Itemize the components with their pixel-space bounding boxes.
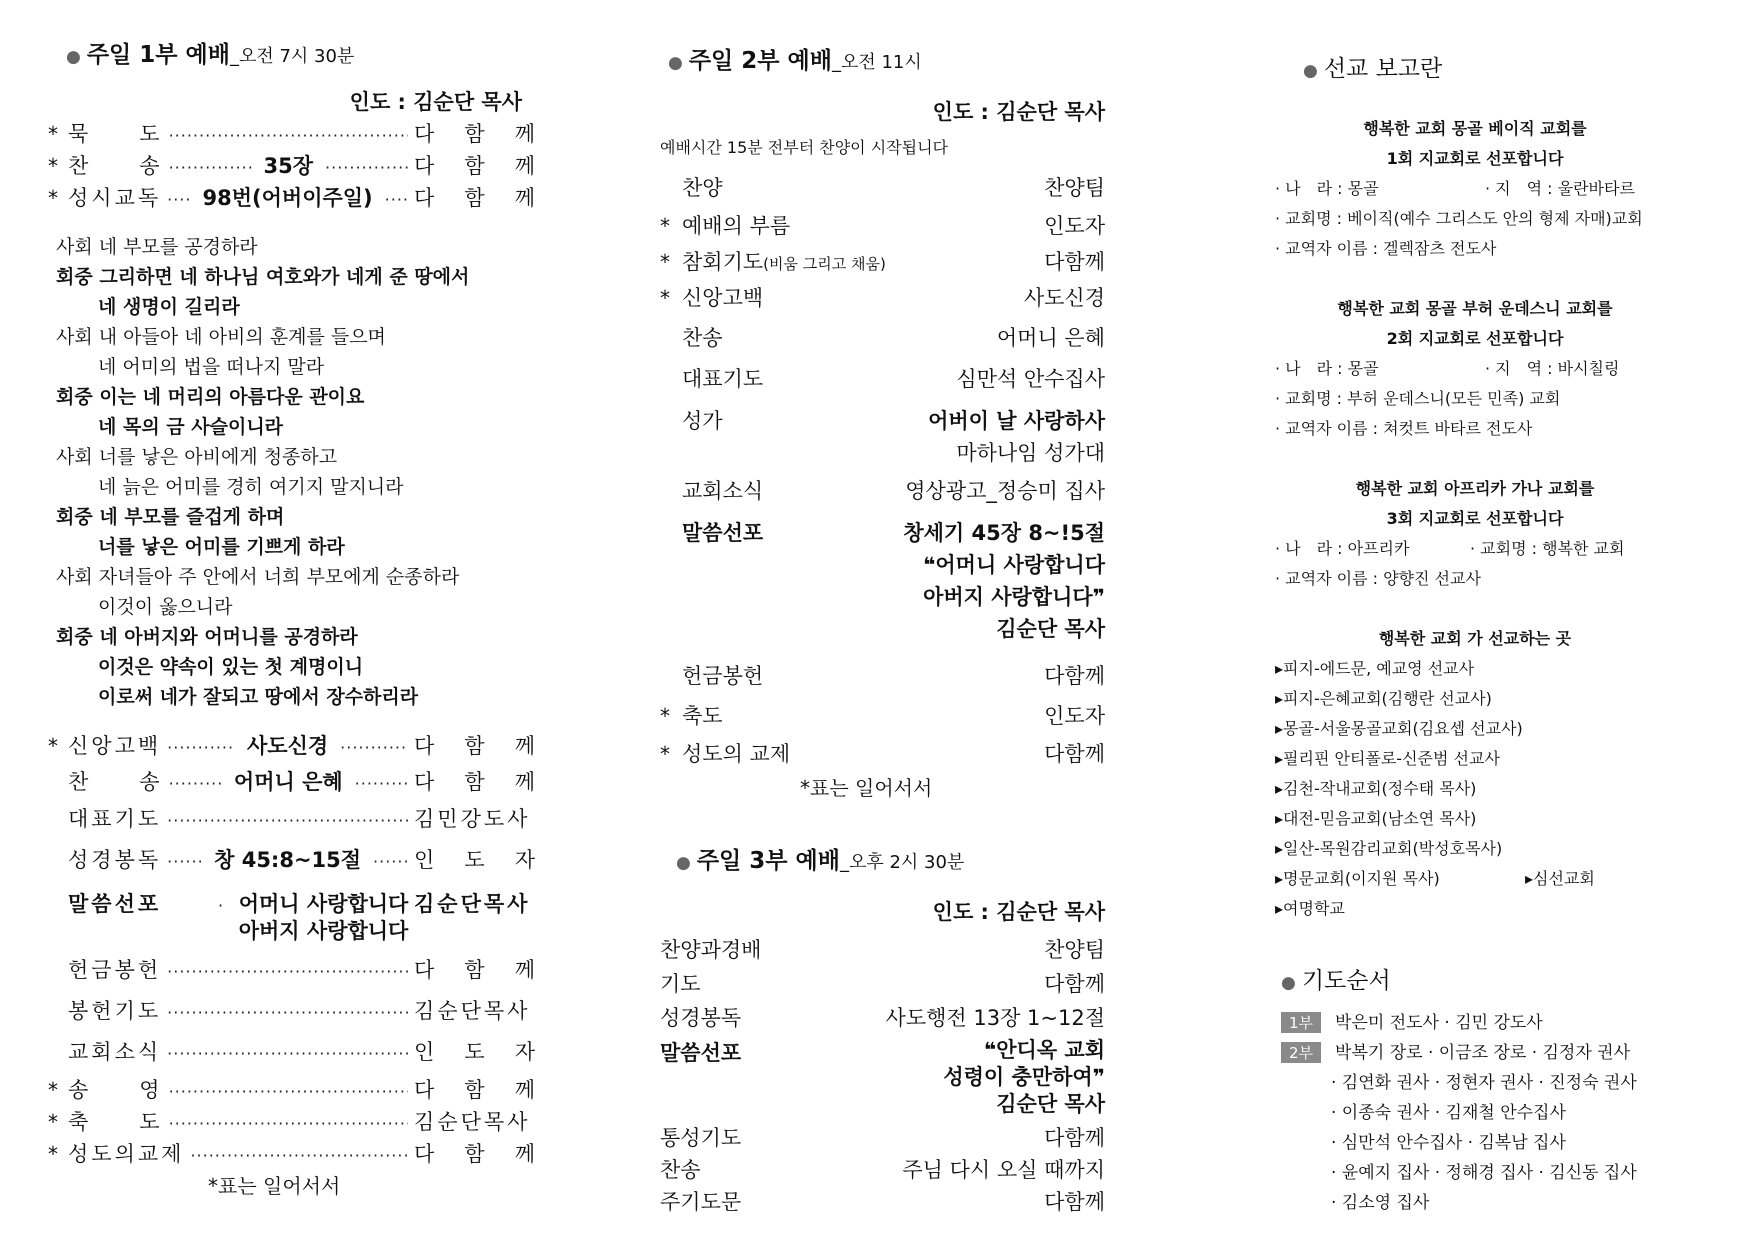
- order-left: [660, 738, 790, 768]
- prayer-line-2: [1281, 1038, 1630, 1063]
- item-person: 다함께: [1044, 250, 1105, 274]
- prayer-tag-1: 1부: [1281, 1012, 1321, 1033]
- standing-mark: *: [48, 186, 58, 210]
- reading-text: 네 생명이 길리라: [98, 296, 240, 318]
- dot-leader: [167, 962, 408, 981]
- sermon-line: 창세기 45장 8~!5절: [903, 521, 1105, 545]
- item-person: 인도자: [1044, 704, 1105, 728]
- mission-2-church: · 교회명 : 부허 운데스니(모든 민족) 교회: [1275, 389, 1561, 408]
- item-person: 다 함 께: [414, 770, 539, 794]
- item-label: 헌금봉헌: [682, 664, 764, 688]
- item-person: 다함께: [1044, 742, 1105, 766]
- item-label: 찬양과경배: [660, 938, 762, 962]
- service-1-heading: [66, 36, 354, 69]
- service-2-time: _오전 11시: [831, 52, 922, 73]
- reading-text: 사회 네 부모를 공경하라: [56, 236, 258, 258]
- service-1-time: _오전 7시 30분: [229, 46, 355, 67]
- standing-note: *표는 일어서서: [208, 1174, 341, 1198]
- order-row: [48, 1138, 538, 1168]
- dot-leader: [169, 774, 222, 793]
- sermon-3-lines: [943, 1037, 1105, 1118]
- mission-list-item: ▸몽골-서울몽골교회(김요셉 선교사): [1275, 719, 1523, 738]
- order-row: [660, 1122, 1105, 1152]
- order-row: [48, 803, 538, 833]
- reading-line: [56, 382, 364, 409]
- item-person: 다함께: [1044, 664, 1105, 688]
- order-row: [660, 210, 1105, 240]
- mission-2-heading-1: 행복한 교회 몽골 부허 운데스니 교회를: [1337, 299, 1613, 318]
- order-row: [660, 1002, 1105, 1032]
- item-person: 김순단목사: [414, 1110, 531, 1134]
- mission-list-extra: ▸심선교회: [1525, 869, 1595, 888]
- service-1-title: 주일 1부 예배: [86, 42, 230, 68]
- standing-mark: *: [660, 286, 670, 310]
- choir-name: 마하나임 성가대: [956, 441, 1105, 465]
- mission-3-minister: · 교역자 이름 : 양향진 선교사: [1275, 569, 1481, 588]
- item-label: 대표기도: [682, 367, 764, 391]
- mission-3-heading-1: 행복한 교회 아프리카 가나 교회를: [1355, 479, 1595, 498]
- order-left: [660, 210, 790, 240]
- dot-leader: [167, 811, 408, 830]
- standing-mark: *: [48, 122, 58, 146]
- prayer-line-1: [1281, 1008, 1543, 1033]
- order-row: [48, 182, 538, 212]
- standing-mark: *: [660, 250, 670, 274]
- service-2-intro: 예배시간 15분 전부터 찬양이 시작됩니다: [660, 138, 948, 157]
- sermon-row: 말씀선포 · 어머니 사랑합니다 아버지 사랑합니다 김순단목사: [48, 888, 538, 945]
- item-label: 묵 도: [68, 122, 163, 146]
- reading-text: 회중 이는 네 머리의 아름다운 관이요: [56, 386, 365, 408]
- mission-1-heading-2: 1회 지교회로 선포합니다: [1386, 149, 1564, 168]
- item-person: 김민강도사: [414, 807, 531, 831]
- reading-line: [56, 472, 404, 499]
- mission-2-country: · 나 라 : 몽골: [1275, 359, 1379, 378]
- sermon-line: 아버지 사랑합니다❞: [923, 585, 1105, 609]
- item-person: 주님 다시 오실 때까지: [902, 1158, 1105, 1182]
- dot-leader: [167, 1003, 408, 1022]
- item-label: 찬 송: [68, 154, 163, 178]
- sermon-label: 말씀선포: [68, 892, 162, 916]
- service-1-lead: 인도 : 김순단 목사: [349, 90, 522, 114]
- mission-1-heading-1: 행복한 교회 몽골 베이직 교회를: [1363, 119, 1587, 138]
- order-row: [48, 1106, 538, 1136]
- standing-mark: *: [660, 742, 670, 766]
- item-label: 찬송: [660, 1158, 701, 1182]
- standing-mark: *: [48, 1110, 58, 1134]
- item-label: 헌금봉헌: [68, 958, 162, 982]
- service-3-lead: 인도 : 김순단 목사: [932, 900, 1105, 924]
- item-label: 주기도문: [660, 1190, 742, 1214]
- service-2-title: 주일 2부 예배: [688, 48, 832, 74]
- order-left: [660, 246, 886, 276]
- item-person: 다 함 께: [414, 1078, 538, 1102]
- prayer-tag-2: 2부: [1281, 1042, 1321, 1063]
- reading-text: 회중 그리하면 네 하나님 여호와가 네게 준 땅에서: [56, 266, 470, 288]
- item-person: 인 도 자: [414, 1040, 538, 1064]
- item-label: 송 영: [68, 1078, 163, 1102]
- prayer-heading: [1281, 962, 1391, 995]
- item-person: 다 함 께: [414, 154, 538, 178]
- service-2-heading: [668, 42, 922, 75]
- item-label: 축 도: [68, 1110, 163, 1134]
- reading-text: 회중 네 부모를 즐겁게 하며: [56, 506, 285, 528]
- item-person: 사도행전 13장 1~12절: [885, 1006, 1105, 1030]
- sermon-line: 김순단 목사: [996, 1092, 1105, 1116]
- item-label: 통성기도: [660, 1126, 742, 1150]
- dot-leader: [167, 1044, 408, 1063]
- item-person: 다함께: [1044, 1190, 1105, 1214]
- order-row: [660, 1186, 1105, 1216]
- mission-1-minister: · 교역자 이름 : 겔렉잠츠 전도사: [1275, 239, 1497, 258]
- reading-line: [56, 232, 258, 259]
- item-person: 인도자: [1044, 214, 1105, 238]
- item-label: 예배의 부름: [682, 214, 791, 238]
- mission-list-item: ▸필리핀 안티폴로-신준범 선교사: [1275, 749, 1500, 768]
- item-label: 교회소식: [68, 1040, 162, 1064]
- dot-leader: [169, 1082, 408, 1101]
- order-row: [660, 322, 1105, 352]
- order-row: [48, 1036, 538, 1066]
- mission-heading: [1303, 50, 1442, 83]
- reading-text: 사회 자녀들아 주 안에서 너희 부모에게 순종하라: [56, 566, 460, 588]
- mission-2-region: · 지 역 : 바시칠링: [1485, 359, 1620, 378]
- item-label: 봉헌기도: [68, 999, 162, 1023]
- order-left: [660, 282, 763, 312]
- standing-note-2: *표는 일어서서: [800, 776, 933, 800]
- order-row: [48, 118, 538, 148]
- reading-line: [56, 682, 418, 709]
- order-row: [660, 700, 1105, 730]
- news-row: [660, 475, 1105, 505]
- service-3-time: _오후 2시 30분: [839, 852, 965, 873]
- item-label: 찬양: [682, 176, 723, 200]
- prayer-names-line: · 이종숙 권사 · 김재철 안수집사: [1331, 1103, 1566, 1123]
- sermon-preacher: 김순단목사: [414, 892, 531, 916]
- mission-2-heading-2: 2회 지교회로 선포합니다: [1386, 329, 1564, 348]
- item-label: 성도의교제: [68, 1142, 185, 1166]
- mission-list-item: ▸피지-은혜교회(김행란 선교사): [1275, 689, 1492, 708]
- item-label: 성경봉독: [68, 848, 162, 872]
- mission-1-church: · 교회명 : 베이직(예수 그리스도 안의 형제 자매)교회: [1275, 209, 1643, 228]
- item-label: 찬 송: [68, 770, 163, 794]
- item-label: 찬송: [682, 326, 723, 350]
- reading-line: [56, 652, 363, 679]
- order-left: [660, 172, 723, 202]
- reading-text: 이것은 약속이 있는 첫 계명이니: [98, 656, 364, 678]
- reading-text: 이로써 네가 잘되고 땅에서 장수하리라: [98, 686, 419, 708]
- dot-leader: [340, 738, 408, 757]
- item-person: 심만석 안수집사: [956, 367, 1105, 391]
- bullet-icon: ●: [676, 853, 691, 873]
- item-label: 성가: [682, 409, 723, 433]
- news-value: 영상광고_정승미 집사: [905, 479, 1105, 503]
- order-row: [660, 934, 1105, 964]
- order-left: [660, 363, 763, 393]
- service-3-heading: [676, 842, 964, 875]
- sermon-2-row: [660, 517, 1105, 645]
- mission-list-item: ▸피지-에드문, 예교영 선교사: [1275, 659, 1475, 678]
- mission-1-country: · 나 라 : 몽골: [1275, 179, 1379, 198]
- sermon-line: ❝안디옥 교회: [983, 1038, 1105, 1062]
- prayer-names-line: · 윤예지 집사 · 정해경 집사 · 김신동 집사: [1331, 1163, 1637, 1183]
- standing-mark: *: [48, 1142, 58, 1166]
- item-person: 다 함 께: [414, 186, 539, 210]
- order-row: [48, 954, 538, 984]
- item-person: 어머니 은혜: [996, 326, 1105, 350]
- reading-line: [56, 412, 283, 439]
- order-row: [48, 730, 538, 760]
- mission-list-item: ▸일산-목원감리교회(박성호목사): [1275, 839, 1503, 858]
- reading-text: 네 늙은 어미를 경히 여기지 말지니라: [98, 476, 404, 498]
- order-row: [48, 844, 538, 874]
- sermon-2-label: 말씀선포: [682, 521, 764, 545]
- sermon-line: 성령이 충만하여❞: [943, 1065, 1105, 1089]
- sermon-3-row: [660, 1037, 1105, 1118]
- service-1-column: [48, 0, 538, 1240]
- order-left: [660, 405, 723, 435]
- item-detail: 사도신경: [247, 734, 329, 758]
- reading-line: [56, 532, 345, 559]
- reading-text: 사회 내 아들아 네 아비의 훈계를 들으며: [56, 326, 386, 348]
- item-label: 축도: [682, 704, 723, 728]
- reading-text: 회중 네 아버지와 어머니를 공경하라: [56, 626, 358, 648]
- item-person: 찬양팀: [1044, 938, 1105, 962]
- reading-line: [56, 562, 459, 589]
- item-person: 다 함 께: [414, 958, 538, 982]
- dot-leader: [169, 126, 408, 145]
- mission-2-minister: · 교역자 이름 : 쳐컷트 바타르 전도사: [1275, 419, 1533, 438]
- reading-line: [56, 442, 337, 469]
- reading-line: [56, 352, 324, 379]
- prayer-names-line: · 김소영 집사: [1331, 1193, 1430, 1213]
- reading-line: [56, 262, 469, 289]
- sermon-title-1: 어머니 사랑합니다: [238, 892, 409, 916]
- prayer-names-line: · 심만석 안수집사 · 김복남 집사: [1331, 1133, 1566, 1153]
- reading-line: [56, 322, 386, 349]
- bullet-icon: ●: [66, 47, 81, 67]
- item-person: 다함께: [1044, 1126, 1105, 1150]
- bullet-icon: ●: [1281, 973, 1296, 993]
- reading-text: 사회 너를 낳은 아비에게 청종하고: [56, 446, 338, 468]
- order-row: [48, 150, 538, 180]
- prayer-names-line: · 김연화 권사 · 정현자 권사 · 진정숙 권사: [1331, 1073, 1637, 1093]
- item-detail: 어머니 은혜: [233, 770, 343, 794]
- item-label: 기도: [660, 972, 701, 996]
- item-detail: 창 45:8~15절: [214, 848, 362, 872]
- choir-row: [660, 437, 1105, 467]
- prayer-names-2: 박복기 장로 · 이금조 장로 · 김정자 권사: [1335, 1043, 1631, 1063]
- order-row: [660, 363, 1105, 393]
- reading-text: 너를 낳은 어미를 기쁘게 하라: [98, 536, 345, 558]
- sermon-3-label: 말씀선포: [660, 1041, 742, 1065]
- order-left: [660, 700, 723, 730]
- dot-leader: [385, 190, 408, 209]
- item-person: 사도신경: [1023, 286, 1105, 310]
- mission-title: 선교 보고란: [1323, 56, 1443, 82]
- reading-line: [56, 502, 284, 529]
- service-3-title: 주일 3부 예배: [696, 848, 840, 874]
- dot-leader: [167, 190, 190, 209]
- sermon-title-2: 아버지 사랑합니다: [238, 919, 409, 943]
- order-left: [660, 660, 763, 690]
- item-detail: 35장: [263, 154, 314, 178]
- dot-leader: [167, 852, 202, 871]
- mission-list-item: ▸대전-믿음교회(남소연 목사): [1275, 809, 1477, 828]
- bullet-icon: ●: [1303, 61, 1318, 81]
- mission-column: [1275, 0, 1675, 1240]
- standing-mark: *: [660, 704, 670, 728]
- item-person: 다 함 께: [414, 734, 538, 758]
- item-person: 찬양팀: [1044, 176, 1105, 200]
- order-row: [660, 968, 1105, 998]
- mission-3-church: · 교회명 : 행복한 교회: [1470, 539, 1625, 558]
- dot-leader: [355, 774, 408, 793]
- sermon-line: 김순단 목사: [996, 617, 1105, 641]
- prayer-title: 기도순서: [1301, 968, 1391, 994]
- service-2-lead: 인도 : 김순단 목사: [932, 100, 1105, 124]
- mission-3-heading-2: 3회 지교회로 선포합니다: [1386, 509, 1564, 528]
- dot-leader: [169, 158, 252, 177]
- item-detail: 98번(어버이주일): [202, 186, 373, 210]
- order-row: [660, 282, 1105, 312]
- item-person: 다 함 께: [414, 1142, 538, 1166]
- standing-mark: *: [48, 154, 58, 178]
- item-label: 성경봉독: [660, 1006, 742, 1030]
- item-label: 신앙고백: [682, 286, 764, 310]
- reading-line: [56, 592, 233, 619]
- order-row: [660, 172, 1105, 202]
- reading-text: 네 목의 금 사슬이니라: [98, 416, 284, 438]
- order-row: [660, 246, 1105, 276]
- mission-3-country: · 나 라 : 아프리카: [1275, 539, 1410, 558]
- sermon-2-lines: [903, 517, 1105, 645]
- mission-list-title: 행복한 교회 가 선교하는 곳: [1378, 629, 1572, 648]
- mission-list-item: ▸명문교회(이지원 목사): [1275, 869, 1440, 888]
- item-person: 인 도 자: [414, 848, 538, 872]
- item-person: 어버이 날 사랑하사: [928, 409, 1105, 433]
- mission-list-item: ▸김천-작내교회(정수태 목사): [1275, 779, 1477, 798]
- item-label: 참회기도: [682, 250, 764, 274]
- order-row: [660, 405, 1105, 435]
- dot-leader: [169, 1114, 408, 1133]
- reading-text: 네 어미의 법을 떠나지 말라: [98, 356, 325, 378]
- reading-line: [56, 292, 240, 319]
- dot-leader: [190, 1146, 408, 1165]
- order-row: [48, 1074, 538, 1104]
- standing-mark: *: [660, 214, 670, 238]
- dot-leader: [325, 158, 408, 177]
- item-label: 성도의 교제: [682, 742, 791, 766]
- item-note: (비움 그리고 채움): [763, 255, 886, 273]
- reading-text: 이것이 옳으니라: [98, 596, 233, 618]
- item-label: 성시교독: [68, 186, 162, 210]
- dot-leader: [373, 852, 408, 871]
- item-label: 신앙고백: [68, 734, 162, 758]
- mission-list-item: ▸여명학교: [1275, 899, 1345, 918]
- order-row: [48, 995, 538, 1025]
- order-row: [660, 1154, 1105, 1184]
- standing-mark: *: [48, 1078, 58, 1102]
- item-person: 다함께: [1044, 972, 1105, 996]
- reading-line: [56, 622, 358, 649]
- item-person: 김순단목사: [414, 999, 531, 1023]
- sermon-line: ❝어머니 사랑합니다: [923, 553, 1105, 577]
- order-row: [660, 660, 1105, 690]
- standing-mark: *: [48, 734, 58, 758]
- dot-leader: [167, 738, 235, 757]
- order-row: [660, 738, 1105, 768]
- order-left: [660, 322, 723, 352]
- order-row: [48, 766, 538, 796]
- item-label: 대표기도: [68, 807, 162, 831]
- bullet-icon: ●: [668, 53, 683, 73]
- news-label: 교회소식: [682, 479, 764, 503]
- mission-1-region: · 지 역 : 울란바타르: [1485, 179, 1635, 198]
- item-person: 다 함 께: [414, 122, 538, 146]
- service-2-column: [660, 0, 1105, 1240]
- prayer-names-1: 박은미 전도사 · 김민 강도사: [1335, 1013, 1543, 1033]
